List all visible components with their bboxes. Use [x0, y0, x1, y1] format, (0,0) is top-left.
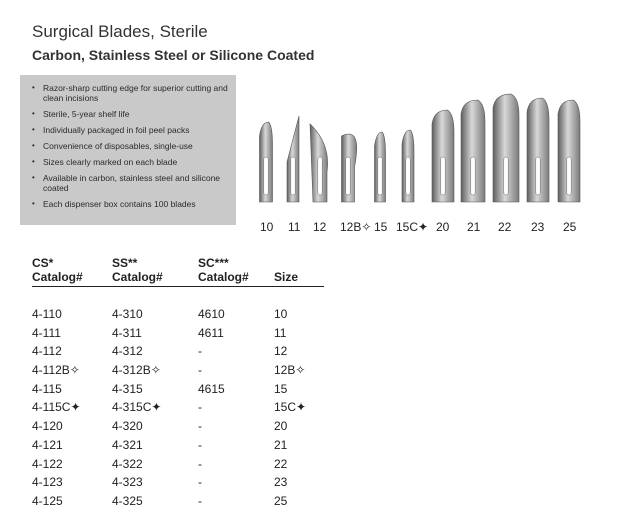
bullet-icon: •	[32, 157, 35, 166]
table-row	[32, 457, 324, 476]
feature-text: Each dispenser box contains 100 blades	[43, 199, 196, 209]
size-cell: 21	[274, 437, 288, 452]
cs-catalog-cell: 4-115	[32, 381, 62, 396]
blade-size-label: 22	[498, 220, 512, 234]
sc-catalog-cell: 4610	[198, 307, 225, 321]
sc-catalog-cell: -	[198, 493, 202, 508]
size-cell: 23	[274, 475, 288, 490]
blade-image	[287, 116, 299, 202]
size-cell: 22	[274, 456, 288, 471]
blade-image	[461, 100, 485, 202]
cs-catalog-cell: 4-122	[32, 456, 63, 471]
header-size: Size	[274, 270, 299, 284]
feature-item	[32, 199, 228, 209]
table-row	[32, 307, 324, 326]
table-row	[32, 382, 324, 401]
size-cell: 12B✧	[274, 363, 306, 378]
sc-catalog-cell: -	[198, 363, 202, 378]
page-subtitle: Carbon, Stainless Steel or Silicone Coated	[32, 47, 315, 63]
blade-image	[558, 100, 580, 202]
blade-image	[310, 124, 328, 202]
ss-catalog-cell: 4-325	[112, 493, 143, 508]
cs-catalog-cell: 4-115C✦	[32, 400, 81, 415]
header-cs-bottom: Catalog#	[32, 270, 83, 284]
ss-catalog-cell: 4-312	[112, 344, 143, 359]
sc-catalog-cell: -	[198, 437, 202, 452]
size-cell: 11	[274, 325, 287, 340]
ss-catalog-cell: 4-311	[112, 325, 142, 340]
feature-item	[32, 157, 228, 167]
blade-size-label: 25	[563, 220, 577, 234]
feature-item	[32, 173, 228, 193]
ss-catalog-cell: 4-321	[112, 437, 143, 452]
ss-catalog-cell: 4-320	[112, 419, 143, 434]
blade-image	[260, 122, 273, 202]
catalog-table	[32, 256, 324, 513]
table-row	[32, 400, 324, 419]
size-cell: 12	[274, 344, 288, 359]
blade-size-label: 12B✧	[340, 220, 372, 234]
ss-catalog-cell: 4-323	[112, 475, 143, 490]
blade-illustrations	[250, 90, 590, 215]
cs-catalog-cell: 4-125	[32, 493, 63, 508]
ss-catalog-cell: 4-312B✧	[112, 363, 161, 378]
feature-list	[32, 83, 228, 209]
sc-catalog-cell: -	[198, 400, 202, 415]
size-cell: 15	[274, 381, 288, 396]
header-ss-top: SS**	[112, 256, 138, 270]
header-sc-top: SC***	[198, 256, 229, 270]
blade-size-label: 23	[531, 220, 545, 234]
blade-image	[432, 110, 454, 202]
blade-size-label: 15C✦	[396, 220, 429, 234]
bullet-icon: •	[32, 141, 35, 150]
bullet-icon: •	[32, 125, 35, 134]
size-cell: 20	[274, 419, 288, 434]
sc-catalog-cell: -	[198, 456, 202, 471]
table-header	[32, 256, 324, 287]
blade-image	[493, 94, 519, 202]
blade-size-label: 21	[467, 220, 481, 234]
table-row	[32, 438, 324, 457]
feature-item	[32, 125, 228, 135]
size-cell: 25	[274, 493, 288, 508]
blade-size-label: 11	[288, 220, 301, 234]
size-cell: 15C✦	[274, 400, 307, 415]
blade-image	[527, 98, 549, 202]
blade-size-label: 15	[374, 220, 388, 234]
feature-text: Sterile, 5-year shelf life	[43, 109, 130, 119]
header-cs-top: CS*	[32, 256, 54, 270]
blade-image	[402, 130, 414, 202]
table-row	[32, 344, 324, 363]
blade-image	[375, 132, 386, 202]
feature-text: Convenience of disposables, single-use	[43, 141, 193, 151]
feature-text: Individually packaged in foil peel packs	[43, 125, 190, 135]
sc-catalog-cell: -	[198, 475, 202, 490]
table-body	[32, 307, 324, 513]
bullet-icon: •	[32, 83, 35, 92]
sc-catalog-cell: 4611	[198, 325, 224, 340]
ss-catalog-cell: 4-315C✦	[112, 400, 162, 415]
sc-catalog-cell: -	[198, 344, 202, 359]
feature-text: Sizes clearly marked on each blade	[43, 157, 178, 167]
sc-catalog-cell: -	[198, 419, 202, 434]
header-sc-bottom: Catalog#	[198, 270, 249, 284]
feature-item	[32, 83, 228, 103]
cs-catalog-cell: 4-121	[32, 437, 63, 452]
bullet-icon: •	[32, 109, 35, 118]
feature-item	[32, 109, 228, 119]
ss-catalog-cell: 4-315	[112, 381, 143, 396]
feature-item	[32, 141, 228, 151]
feature-text: Razor-sharp cutting edge for superior cutting and clean incisions	[43, 83, 228, 103]
table-row	[32, 494, 324, 513]
cs-catalog-cell: 4-111	[32, 325, 61, 340]
blade-image	[342, 134, 357, 202]
feature-text: Available in carbon, stainless steel and silicone coated	[43, 173, 221, 193]
header-ss-bottom: Catalog#	[112, 270, 163, 284]
table-row	[32, 363, 324, 382]
blade-size-label: 20	[436, 220, 450, 234]
cs-catalog-cell: 4-120	[32, 419, 63, 434]
header-cs	[32, 256, 83, 284]
page-title: Surgical Blades, Sterile	[32, 22, 208, 41]
table-row	[32, 419, 324, 438]
cs-catalog-cell: 4-112B✧	[32, 363, 80, 378]
cs-catalog-cell: 4-123	[32, 475, 63, 490]
ss-catalog-cell: 4-310	[112, 307, 143, 321]
size-cell: 10	[274, 307, 288, 321]
sc-catalog-cell: 4615	[198, 381, 225, 396]
bullet-icon: •	[32, 173, 35, 182]
blade-size-label: 10	[260, 220, 274, 234]
table-row	[32, 475, 324, 494]
cs-catalog-cell: 4-112	[32, 344, 62, 359]
blade-size-label: 12	[313, 220, 327, 234]
cs-catalog-cell: 4-110	[32, 307, 62, 321]
table-row	[32, 326, 324, 345]
ss-catalog-cell: 4-322	[112, 456, 143, 471]
header-ss	[112, 256, 163, 284]
bullet-icon: •	[32, 199, 35, 208]
header-sc	[198, 256, 249, 284]
features-box	[20, 75, 236, 225]
